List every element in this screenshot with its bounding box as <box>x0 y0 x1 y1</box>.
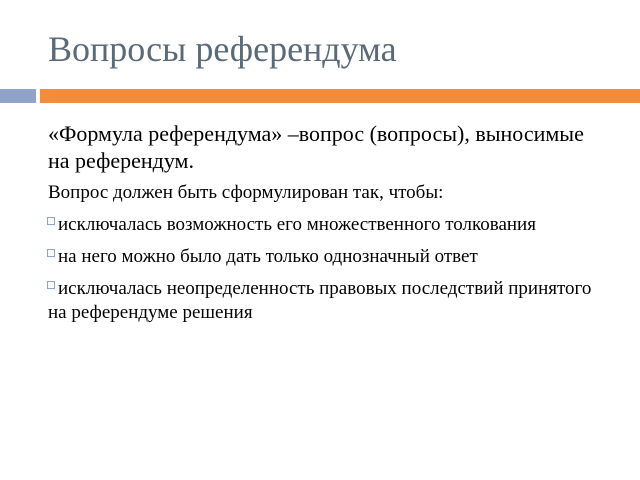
bullet-square-icon <box>47 249 55 257</box>
lead-text: Вопрос должен быть сформулирован так, чтобы: <box>48 182 444 203</box>
bullet-text: на него можно было дать только однозначный ответ <box>58 246 478 267</box>
bullet-item <box>48 213 608 237</box>
title-underline-accent-blue <box>0 89 36 103</box>
bullet-text: исключалась неопределенность правовых последствий принятого на референдуме решения <box>48 278 592 323</box>
slide-title: Вопросы референдума <box>48 29 397 69</box>
bullet-square-icon <box>47 281 55 289</box>
title-underline-accent-orange <box>40 89 640 103</box>
bullet-item <box>48 277 608 325</box>
main-definition: «Формула референдума» –вопрос (вопросы), выносимые на референдум. <box>48 121 584 173</box>
bullet-item <box>48 245 608 269</box>
slide-body <box>48 120 608 333</box>
bullet-square-icon <box>47 217 55 225</box>
bullet-text: исключалась возможность его множественного толкования <box>58 214 536 235</box>
